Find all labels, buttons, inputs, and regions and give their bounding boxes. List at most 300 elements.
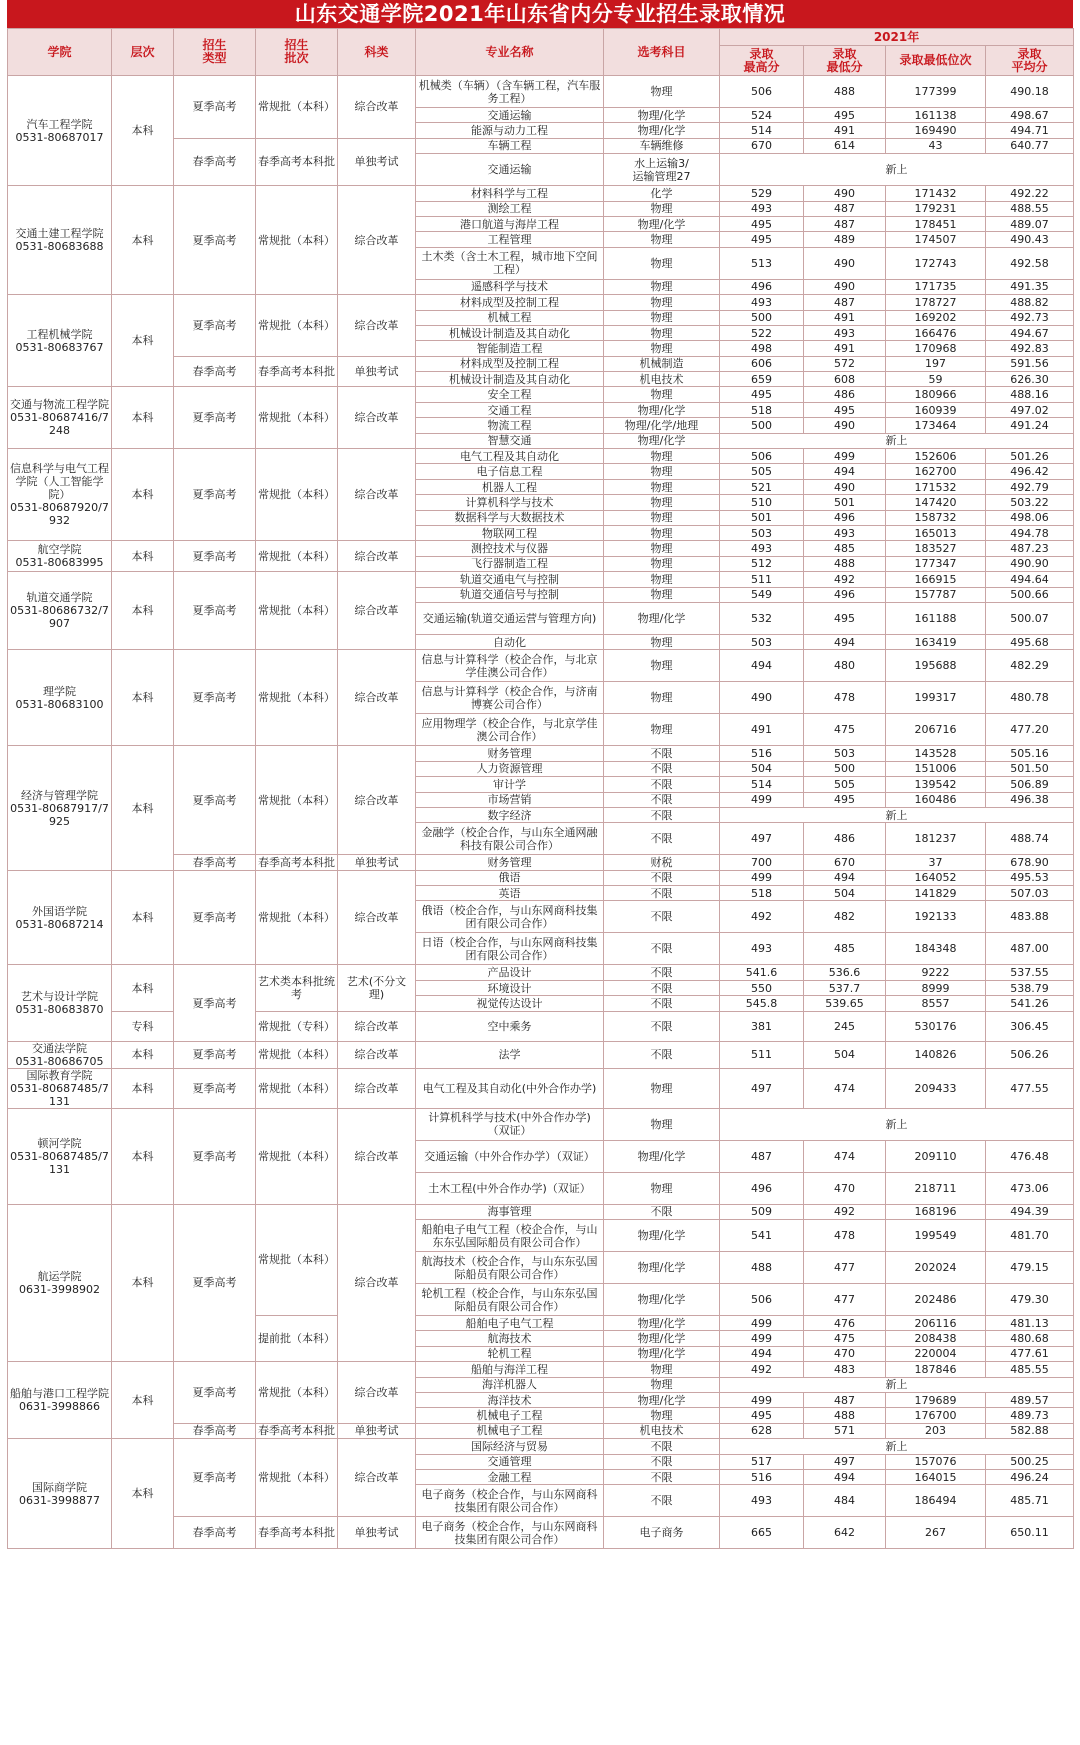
level: 本科	[112, 746, 174, 870]
score-min: 476	[804, 1316, 886, 1331]
score-min: 470	[804, 1172, 886, 1204]
admission-type: 夏季高考	[174, 746, 256, 855]
score-min: 477	[804, 1284, 886, 1316]
rank-min: 162700	[886, 464, 986, 479]
elective-subject: 物理/化学	[604, 1392, 720, 1407]
subject-category: 综合改革	[338, 76, 416, 139]
score-max: 491	[720, 714, 804, 746]
elective-subject: 不限	[604, 1011, 720, 1041]
score-max: 550	[720, 980, 804, 995]
major-name: 港口航道与海岸工程	[416, 216, 604, 231]
rank-min: 140826	[886, 1041, 986, 1068]
major-name: 土木工程(中外合作办学)（双证）	[416, 1172, 604, 1204]
score-avg: 494.78	[986, 525, 1074, 540]
score-avg: 487.00	[986, 933, 1074, 965]
score-max: 511	[720, 1041, 804, 1068]
score-avg: 489.73	[986, 1408, 1074, 1423]
header-max: 录取 最高分	[720, 46, 804, 76]
rank-min: 171735	[886, 279, 986, 294]
score-avg: 489.57	[986, 1392, 1074, 1407]
rank-min: 206116	[886, 1316, 986, 1331]
elective-subject: 物理	[604, 247, 720, 279]
level: 本科	[112, 541, 174, 572]
elective-subject: 物理	[604, 1377, 720, 1392]
admission-type: 夏季高考	[174, 541, 256, 572]
score-avg: 492.83	[986, 341, 1074, 356]
admission-batch: 常规批（本科）	[256, 650, 338, 746]
score-min: 490	[804, 279, 886, 294]
major-name: 数据科学与大数据技术	[416, 510, 604, 525]
major-name: 轮机工程	[416, 1346, 604, 1361]
elective-subject: 不限	[604, 933, 720, 965]
score-max: 514	[720, 123, 804, 138]
rank-min: 183527	[886, 541, 986, 556]
elective-subject: 物理/化学	[604, 108, 720, 123]
level: 本科	[112, 387, 174, 449]
score-min: 474	[804, 1140, 886, 1172]
score-min: 497	[804, 1454, 886, 1469]
score-max: 545.8	[720, 996, 804, 1011]
score-max: 381	[720, 1011, 804, 1041]
header-level: 层次	[112, 29, 174, 76]
rank-min: 172743	[886, 247, 986, 279]
rank-min: 157076	[886, 1454, 986, 1469]
score-max: 516	[720, 1469, 804, 1484]
major-name: 机械类（车辆）（含车辆工程，汽车服务工程）	[416, 76, 604, 108]
table-row	[8, 76, 1074, 108]
score-max: 511	[720, 572, 804, 587]
major-name: 智能制造工程	[416, 341, 604, 356]
admission-type: 夏季高考	[174, 572, 256, 650]
admission-type: 春季高考	[174, 855, 256, 870]
score-min: 470	[804, 1346, 886, 1361]
score-avg: 500.07	[986, 602, 1074, 634]
score-max: 628	[720, 1423, 804, 1438]
rank-min: 160486	[886, 792, 986, 807]
rank-min: 163419	[886, 634, 986, 649]
college-name: 交通与物流工程学院 0531-80687416/7248	[8, 387, 112, 449]
subject-category: 综合改革	[338, 650, 416, 746]
header-subject: 科类	[338, 29, 416, 76]
rank-min: 141829	[886, 886, 986, 901]
elective-subject: 物理	[604, 541, 720, 556]
admission-type: 夏季高考	[174, 870, 256, 965]
elective-subject: 物理	[604, 714, 720, 746]
elective-subject: 不限	[604, 746, 720, 761]
table-row	[8, 1362, 1074, 1377]
score-avg: 491.24	[986, 418, 1074, 433]
college-name: 航运学院 0631-3998902	[8, 1204, 112, 1362]
score-avg: 498.06	[986, 510, 1074, 525]
subject-category: 单独考试	[338, 1423, 416, 1438]
score-avg: 505.16	[986, 746, 1074, 761]
elective-subject: 物理/化学	[604, 402, 720, 417]
score-max: 498	[720, 341, 804, 356]
major-name: 日语（校企合作，与山东网商科技集团有限公司合作）	[416, 933, 604, 965]
score-max: 503	[720, 634, 804, 649]
table-row	[8, 1108, 1074, 1140]
rank-min: 143528	[886, 746, 986, 761]
score-max: 492	[720, 1362, 804, 1377]
score-avg: 479.30	[986, 1284, 1074, 1316]
rank-min: 177347	[886, 556, 986, 571]
rank-min: 160939	[886, 402, 986, 417]
score-min: 480	[804, 650, 886, 682]
subject-category: 单独考试	[338, 138, 416, 185]
score-min: 482	[804, 901, 886, 933]
score-min: 501	[804, 495, 886, 510]
score-max: 499	[720, 1331, 804, 1346]
college-name: 顿河学院 0531-80687485/7131	[8, 1108, 112, 1204]
score-min: 490	[804, 479, 886, 494]
major-name: 信息与计算科学（校企合作，与济南博赛公司合作）	[416, 682, 604, 714]
new-major-note: 新上	[720, 1108, 1074, 1140]
major-name: 海事管理	[416, 1204, 604, 1219]
rank-min: 169202	[886, 310, 986, 325]
table-row	[8, 965, 1074, 980]
rank-min: 169490	[886, 123, 986, 138]
admission-batch: 常规批（本科）	[256, 1362, 338, 1424]
major-name: 海洋技术	[416, 1392, 604, 1407]
major-name: 物联网工程	[416, 525, 604, 540]
major-name: 英语	[416, 886, 604, 901]
score-max: 517	[720, 1454, 804, 1469]
score-avg: 494.67	[986, 325, 1074, 340]
score-avg: 487.23	[986, 541, 1074, 556]
major-name: 机械电子工程	[416, 1408, 604, 1423]
score-avg: 500.25	[986, 1454, 1074, 1469]
header-college: 学院	[8, 29, 112, 76]
elective-subject: 物理	[604, 310, 720, 325]
score-max: 512	[720, 556, 804, 571]
admission-batch: 春季高考本科批	[256, 855, 338, 870]
subject-category: 综合改革	[338, 541, 416, 572]
admission-type: 夏季高考	[174, 76, 256, 139]
score-avg: 640.77	[986, 138, 1074, 153]
document-title: 山东交通学院2021年山东省内分专业招生录取情况	[7, 0, 1073, 28]
major-name: 交通运输(轨道交通运营与管理方向)	[416, 602, 604, 634]
major-name: 财务管理	[416, 746, 604, 761]
score-avg: 492.73	[986, 310, 1074, 325]
admission-batch: 常规批（本科）	[256, 76, 338, 139]
rank-min: 166915	[886, 572, 986, 587]
rank-min: 8999	[886, 980, 986, 995]
major-name: 海洋机器人	[416, 1377, 604, 1392]
elective-subject: 物理/化学	[604, 433, 720, 448]
header-type: 招生 类型	[174, 29, 256, 76]
header-rank: 录取最低位次	[886, 46, 986, 76]
header-major: 专业名称	[416, 29, 604, 76]
score-min: 487	[804, 1392, 886, 1407]
rank-min: 37	[886, 855, 986, 870]
level: 本科	[112, 870, 174, 965]
admission-type: 夏季高考	[174, 449, 256, 541]
admission-type: 夏季高考	[174, 650, 256, 746]
college-name: 理学院 0531-80683100	[8, 650, 112, 746]
score-max: 497	[720, 1068, 804, 1108]
subject-category: 艺术(不分文理)	[338, 965, 416, 1011]
score-max: 495	[720, 1408, 804, 1423]
major-name: 空中乘务	[416, 1011, 604, 1041]
rank-min: 161188	[886, 602, 986, 634]
admission-type: 夏季高考	[174, 1362, 256, 1424]
elective-subject: 不限	[604, 807, 720, 822]
score-min: 488	[804, 76, 886, 108]
score-avg: 500.66	[986, 587, 1074, 602]
score-max: 524	[720, 108, 804, 123]
score-min: 494	[804, 1469, 886, 1484]
major-name: 法学	[416, 1041, 604, 1068]
score-avg: 582.88	[986, 1423, 1074, 1438]
major-name: 自动化	[416, 634, 604, 649]
score-min: 475	[804, 714, 886, 746]
score-min: 478	[804, 1220, 886, 1252]
elective-subject: 机械制造	[604, 356, 720, 371]
score-avg: 538.79	[986, 980, 1074, 995]
subject-category: 综合改革	[338, 1041, 416, 1068]
elective-subject: 物理/化学	[604, 1140, 720, 1172]
admission-batch: 春季高考本科批	[256, 138, 338, 185]
rank-min: 157787	[886, 587, 986, 602]
elective-subject: 物理	[604, 495, 720, 510]
elective-subject: 不限	[604, 777, 720, 792]
rank-min: 176700	[886, 1408, 986, 1423]
new-major-note: 新上	[720, 1377, 1074, 1392]
elective-subject: 物理	[604, 682, 720, 714]
college-name: 信息科学与电气工程学院（人工智能学院） 0531-80687920/7932	[8, 449, 112, 541]
score-max: 494	[720, 1346, 804, 1361]
elective-subject: 不限	[604, 1485, 720, 1517]
major-name: 应用物理学（校企合作，与北京学佳澳公司合作）	[416, 714, 604, 746]
elective-subject: 物理/化学	[604, 216, 720, 231]
subject-category: 综合改革	[338, 186, 416, 295]
score-max: 503	[720, 525, 804, 540]
score-max: 522	[720, 325, 804, 340]
major-name: 机器人工程	[416, 479, 604, 494]
score-avg: 490.90	[986, 556, 1074, 571]
admission-batch: 艺术类本科批统考	[256, 965, 338, 1011]
new-major-note: 新上	[720, 154, 1074, 186]
score-avg: 490.43	[986, 232, 1074, 247]
score-avg: 494.64	[986, 572, 1074, 587]
new-major-note: 新上	[720, 433, 1074, 448]
major-name: 信息与计算科学（校企合作，与北京学佳澳公司合作）	[416, 650, 604, 682]
admission-batch: 常规批（专科）	[256, 1011, 338, 1041]
score-max: 492	[720, 901, 804, 933]
score-avg: 480.78	[986, 682, 1074, 714]
score-min: 492	[804, 1204, 886, 1219]
elective-subject: 不限	[604, 823, 720, 855]
score-avg: 477.55	[986, 1068, 1074, 1108]
table-row	[8, 746, 1074, 761]
score-avg: 476.48	[986, 1140, 1074, 1172]
major-name: 船舶电子电气工程（校企合作，与山东东弘国际船员有限公司合作）	[416, 1220, 604, 1252]
elective-subject: 物理	[604, 1362, 720, 1377]
major-name: 电子商务（校企合作，与山东网商科技集团有限公司合作）	[416, 1485, 604, 1517]
admission-batch: 提前批（本科）	[256, 1316, 338, 1362]
score-min: 608	[804, 372, 886, 387]
college-name: 国际教育学院 0531-80687485/7131	[8, 1068, 112, 1108]
score-avg: 501.26	[986, 449, 1074, 464]
elective-subject: 不限	[604, 996, 720, 1011]
level: 本科	[112, 1041, 174, 1068]
elective-subject: 车辆维修	[604, 138, 720, 153]
admission-type: 春季高考	[174, 1517, 256, 1549]
score-min: 495	[804, 792, 886, 807]
rank-min: 209110	[886, 1140, 986, 1172]
major-name: 计算机科学与技术	[416, 495, 604, 510]
table-row	[8, 1068, 1074, 1108]
college-name: 外国语学院 0531-80687214	[8, 870, 112, 965]
major-name: 测绘工程	[416, 201, 604, 216]
score-avg: 650.11	[986, 1517, 1074, 1549]
major-name: 电气工程及其自动化	[416, 449, 604, 464]
rank-min: 174507	[886, 232, 986, 247]
college-name: 国际商学院 0631-3998877	[8, 1439, 112, 1549]
elective-subject: 不限	[604, 901, 720, 933]
score-min: 536.6	[804, 965, 886, 980]
rank-min: 152606	[886, 449, 986, 464]
elective-subject: 不限	[604, 1454, 720, 1469]
major-name: 物流工程	[416, 418, 604, 433]
level: 本科	[112, 650, 174, 746]
score-min: 491	[804, 310, 886, 325]
score-avg: 541.26	[986, 996, 1074, 1011]
score-avg: 488.16	[986, 387, 1074, 402]
major-name: 俄语	[416, 870, 604, 885]
major-name: 计算机科学与技术(中外合作办学)（双证）	[416, 1108, 604, 1140]
score-max: 700	[720, 855, 804, 870]
score-max: 670	[720, 138, 804, 153]
elective-subject: 化学	[604, 186, 720, 201]
score-max: 495	[720, 216, 804, 231]
major-name: 轮机工程（校企合作，与山东东弘国际船员有限公司合作）	[416, 1284, 604, 1316]
score-max: 487	[720, 1140, 804, 1172]
score-max: 518	[720, 402, 804, 417]
elective-subject: 不限	[604, 980, 720, 995]
score-avg: 496.38	[986, 792, 1074, 807]
score-min: 504	[804, 1041, 886, 1068]
major-name: 机械电子工程	[416, 1423, 604, 1438]
rank-min: 181237	[886, 823, 986, 855]
major-name: 数字经济	[416, 807, 604, 822]
score-min: 496	[804, 587, 886, 602]
score-max: 493	[720, 201, 804, 216]
new-major-note: 新上	[720, 807, 1074, 822]
score-avg: 498.67	[986, 108, 1074, 123]
score-max: 505	[720, 464, 804, 479]
table-row	[8, 541, 1074, 556]
table-row	[8, 1204, 1074, 1219]
elective-subject: 物理/化学/地理	[604, 418, 720, 433]
admission-batch: 常规批（本科）	[256, 1108, 338, 1204]
major-name: 交通运输	[416, 154, 604, 186]
admission-batch: 春季高考本科批	[256, 356, 338, 387]
header-elective: 选考科目	[604, 29, 720, 76]
rank-min: 220004	[886, 1346, 986, 1361]
major-name: 测控技术与仪器	[416, 541, 604, 556]
college-name: 轨道交通学院 0531-80686732/7907	[8, 572, 112, 650]
score-max: 495	[720, 387, 804, 402]
score-min: 493	[804, 325, 886, 340]
rank-min: 173464	[886, 418, 986, 433]
major-name: 金融工程	[416, 1469, 604, 1484]
admission-batch: 常规批（本科）	[256, 186, 338, 295]
elective-subject: 物理	[604, 572, 720, 587]
rank-min: 267	[886, 1517, 986, 1549]
level: 本科	[112, 186, 174, 295]
subject-category: 综合改革	[338, 1108, 416, 1204]
score-max: 499	[720, 792, 804, 807]
score-max: 606	[720, 356, 804, 371]
rank-min: 179689	[886, 1392, 986, 1407]
level: 本科	[112, 295, 174, 387]
score-min: 245	[804, 1011, 886, 1041]
score-avg: 496.42	[986, 464, 1074, 479]
score-avg: 485.55	[986, 1362, 1074, 1377]
score-min: 478	[804, 682, 886, 714]
rank-min: 218711	[886, 1172, 986, 1204]
subject-category: 综合改革	[338, 1011, 416, 1041]
elective-subject: 物理	[604, 479, 720, 494]
subject-category: 单独考试	[338, 1517, 416, 1549]
rank-min: 186494	[886, 1485, 986, 1517]
table-row	[8, 870, 1074, 885]
subject-category: 综合改革	[338, 449, 416, 541]
score-max: 510	[720, 495, 804, 510]
table-row	[8, 572, 1074, 587]
admission-type: 春季高考	[174, 356, 256, 387]
score-min: 505	[804, 777, 886, 792]
rank-min: 139542	[886, 777, 986, 792]
major-name: 船舶与海洋工程	[416, 1362, 604, 1377]
score-max: 665	[720, 1517, 804, 1549]
score-min: 490	[804, 418, 886, 433]
major-name: 能源与动力工程	[416, 123, 604, 138]
elective-subject: 不限	[604, 886, 720, 901]
elective-subject: 不限	[604, 1469, 720, 1484]
table-row	[8, 1011, 1074, 1041]
score-avg: 495.68	[986, 634, 1074, 649]
major-name: 交通运输（中外合作办学）（双证）	[416, 1140, 604, 1172]
major-name: 飞行器制造工程	[416, 556, 604, 571]
elective-subject: 物理	[604, 232, 720, 247]
score-avg: 501.50	[986, 761, 1074, 776]
rank-min: 170968	[886, 341, 986, 356]
major-name: 金融学（校企合作，与山东全通网融科技有限公司合作）	[416, 823, 604, 855]
major-name: 机械设计制造及其自动化	[416, 325, 604, 340]
score-avg: 306.45	[986, 1011, 1074, 1041]
admission-type: 夏季高考	[174, 295, 256, 357]
elective-subject: 物理/化学	[604, 1316, 720, 1331]
elective-subject: 物理	[604, 76, 720, 108]
rank-min: 8557	[886, 996, 986, 1011]
score-avg: 473.06	[986, 1172, 1074, 1204]
major-name: 智慧交通	[416, 433, 604, 448]
admission-type: 夏季高考	[174, 387, 256, 449]
elective-subject: 物理	[604, 634, 720, 649]
college-name: 航空学院 0531-80683995	[8, 541, 112, 572]
admission-type: 夏季高考	[174, 1439, 256, 1517]
rank-min: 158732	[886, 510, 986, 525]
level: 本科	[112, 1439, 174, 1549]
major-name: 市场营销	[416, 792, 604, 807]
score-max: 541	[720, 1220, 804, 1252]
score-max: 499	[720, 1392, 804, 1407]
elective-subject: 水上运输3/ 运输管理27	[604, 154, 720, 186]
elective-subject: 物理/化学	[604, 1284, 720, 1316]
major-name: 交通工程	[416, 402, 604, 417]
